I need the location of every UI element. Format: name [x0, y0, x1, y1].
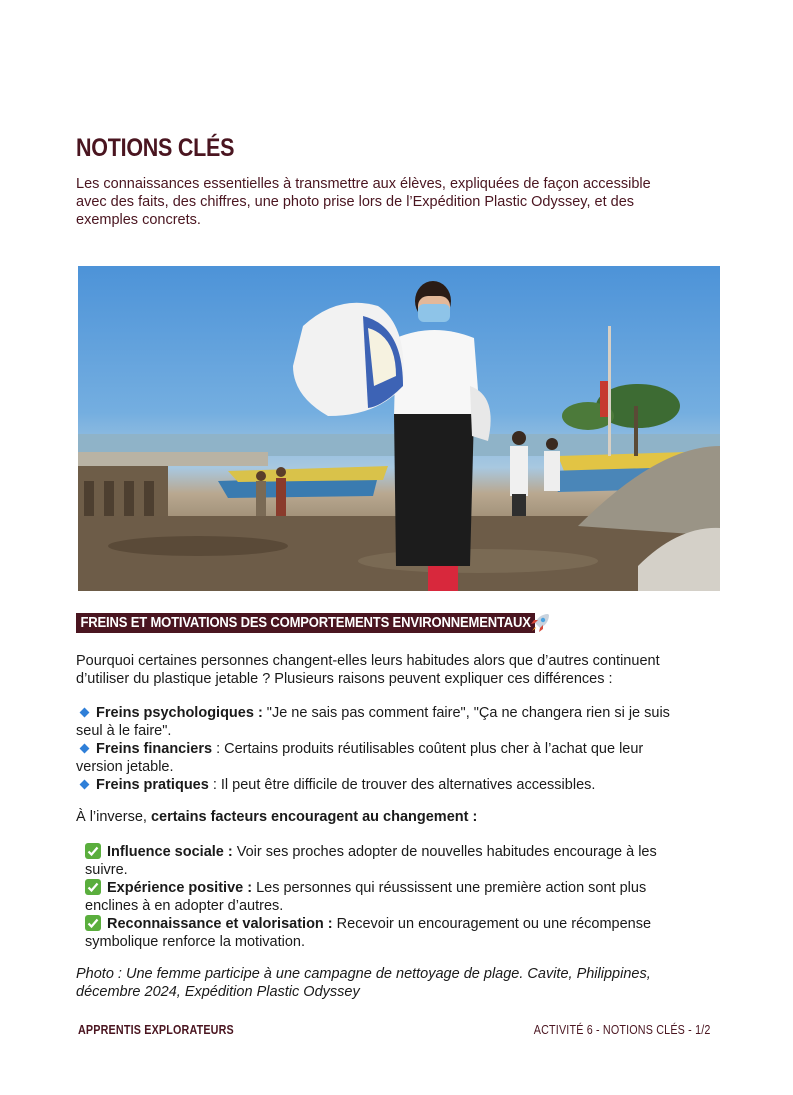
- list-item-label: Freins pratiques: [96, 777, 209, 793]
- list-item-label: Reconnaissance et valorisation :: [107, 916, 333, 932]
- check-icon: [85, 915, 101, 931]
- list-item: [85, 915, 735, 933]
- list-item-label: Influence sociale :: [107, 844, 233, 860]
- list-item: [76, 776, 726, 794]
- intro-text: [76, 175, 716, 229]
- blue-diamond-icon: [80, 779, 90, 789]
- section-heading-row: [76, 611, 586, 635]
- freins-list: [76, 704, 726, 794]
- section-intro-line: Pourquoi certaines personnes changent-elles leurs habitudes alors que d’autres continuent: [76, 653, 660, 669]
- intro-line: avec des faits, des chiffres, une photo prise lors de l’Expédition Plastic Odyssey, et des: [76, 194, 635, 210]
- section-intro: [76, 652, 726, 688]
- list-item-label: Expérience positive :: [107, 880, 253, 896]
- blue-diamond-icon: [80, 743, 90, 753]
- caption-line: Photo : Une femme participe à une campagne de nettoyage de plage. Cavite, Philippines,: [76, 966, 651, 982]
- caption-line: décembre 2024, Expédition Plastic Odyssey: [76, 984, 360, 1000]
- intro-line: Les connaissances essentielles à transmettre aux élèves, expliquées de façon accessible: [76, 176, 651, 192]
- list-item-continuation: suivre.: [85, 862, 128, 878]
- list-item-label: Freins psychologiques :: [96, 705, 263, 721]
- list-item-continuation: symbolique renforce la motivation.: [85, 934, 306, 950]
- section-heading: FREINS ET MOTIVATIONS DES COMPORTEMENTS ENVIRONNEMENTAUX: [76, 613, 535, 633]
- rocket-icon: [528, 611, 552, 635]
- section-intro-line: d’utiliser du plastique jetable ? Plusieurs raisons peuvent expliquer ces différences :: [76, 671, 613, 687]
- inverse-sentence: [76, 808, 726, 826]
- list-item-text: : Il peut être difficile de trouver des alternatives accessibles.: [208, 777, 596, 793]
- list-item-label: Freins financiers: [96, 741, 213, 757]
- page-title: NOTIONS CLÉS: [76, 134, 235, 162]
- photo-caption: [76, 965, 726, 1001]
- list-item-continuation: seul à le faire".: [76, 723, 172, 739]
- list-item-text: : Certains produits réutilisables coûtent plus cher à l’achat que leur: [212, 741, 644, 757]
- list-item-continuation: enclines à en adopter d’autres.: [85, 898, 284, 914]
- check-icon: [85, 879, 101, 895]
- list-item: [85, 879, 735, 897]
- list-item: [85, 843, 735, 861]
- list-item-text: "Je ne sais pas comment faire", "Ça ne changera rien si je suis: [262, 705, 670, 721]
- footer-page-info: ACTIVITÉ 6 - NOTIONS CLÉS - 1/2: [534, 1023, 711, 1037]
- list-item: [76, 704, 726, 722]
- list-item: [76, 740, 726, 758]
- list-item-continuation: version jetable.: [76, 759, 174, 775]
- list-item-text: Recevoir un encouragement ou une récompense: [332, 916, 652, 932]
- beach-cleanup-photo: [78, 266, 720, 591]
- list-item-text: Voir ses proches adopter de nouvelles habitudes encourage à les: [232, 844, 657, 860]
- inverse-line: [76, 808, 726, 826]
- check-icon: [85, 843, 101, 859]
- list-item-text: Les personnes qui réussissent une première action sont plus: [252, 880, 647, 896]
- inverse-bold: certains facteurs encouragent au changement :: [150, 809, 478, 825]
- inverse-prefix: À l’inverse,: [76, 809, 151, 825]
- intro-line: exemples concrets.: [76, 212, 201, 228]
- motivations-list: [85, 843, 735, 951]
- footer-brand: APPRENTIS EXPLORATEURS: [78, 1023, 234, 1037]
- blue-diamond-icon: [80, 707, 90, 717]
